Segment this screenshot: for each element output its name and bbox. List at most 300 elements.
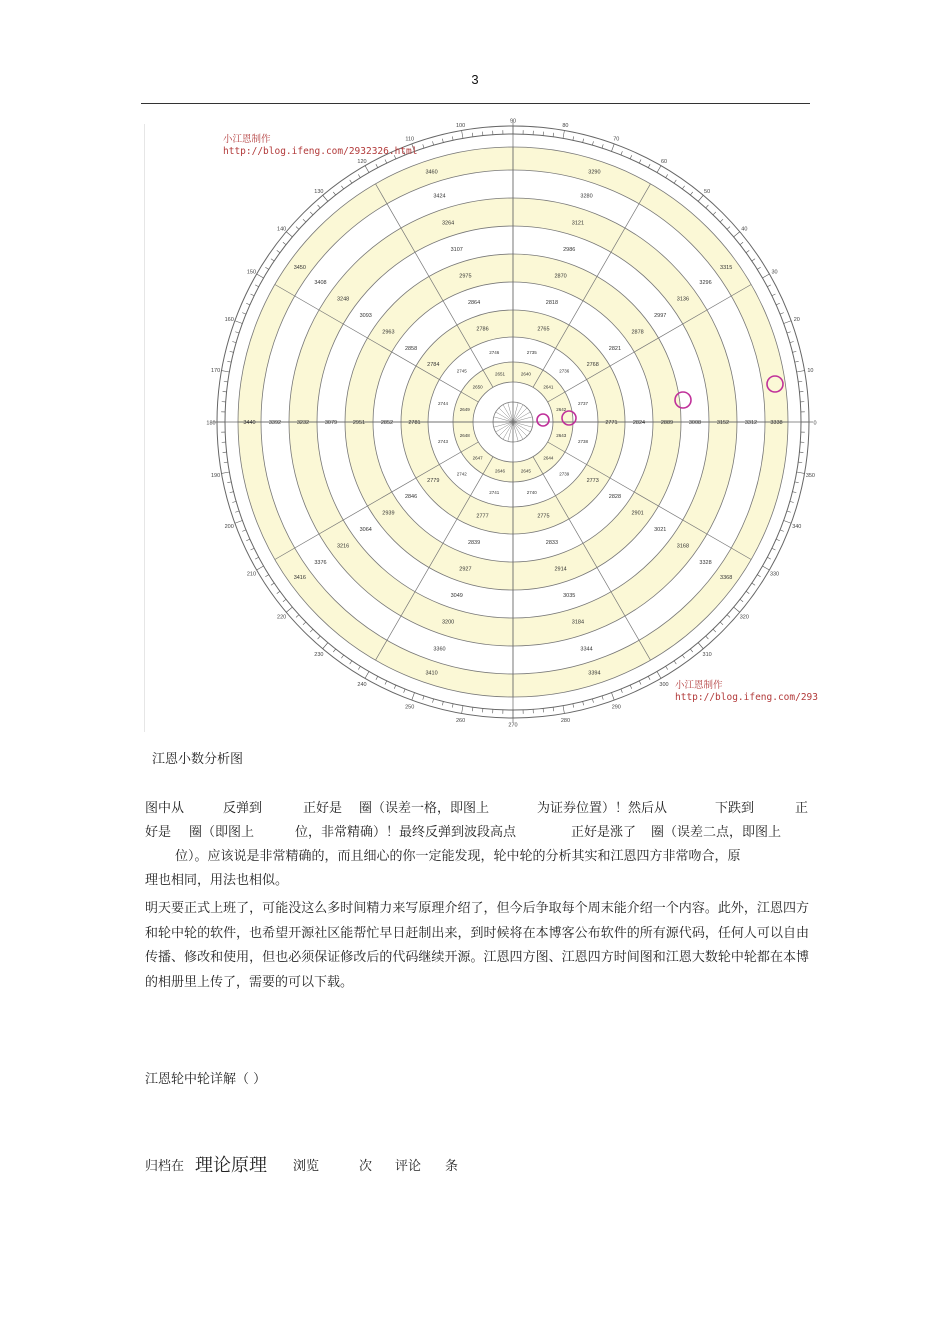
degree-label: 180 [206, 420, 216, 427]
degree-label: 70 [613, 136, 620, 143]
degree-label: 30 [771, 269, 778, 276]
ring-number: 3136 [676, 296, 690, 303]
scale-tick [772, 294, 776, 296]
degree-label: 250 [405, 704, 415, 711]
scale-tick [472, 707, 473, 711]
degree-label: 120 [357, 158, 367, 165]
ring-number: 3315 [720, 265, 733, 272]
ring-number: 2646 [495, 468, 506, 474]
text-segment: 圈（即图上 [189, 825, 255, 840]
scale-tick [404, 689, 405, 693]
ring-number: 3248 [336, 296, 350, 303]
scale-tick [350, 180, 352, 183]
ring-number: 3264 [441, 220, 455, 227]
scale-tick [333, 192, 335, 195]
text-segment: 正好是涨了 [571, 825, 637, 840]
scale-tick [246, 303, 250, 305]
scale-tick [310, 629, 313, 632]
ring-number: 2649 [459, 407, 470, 413]
closing-paragraph: 明天要正式上班了，可能没这么多时间精力来写原理介绍了，但今后争取每个周末能介绍一个内容。此外，江恩四方和轮中轮的软件，也希望开源社区能帮忙早日赶制出来，到时候将在本博客公布软件的所有源代码，任何人可以自由传播、修改和使用，但也必须保证修改后的代码继续开源。江恩四方图、江恩四方时间图和江恩大数轮中轮都在本博的相册里上传了，需要的可以下载。 [145, 901, 809, 990]
ring-number: 2858 [404, 345, 418, 352]
scale-tick [798, 462, 802, 463]
scale-tick [727, 615, 730, 618]
degree-label: 350 [805, 472, 816, 479]
degree-label: 20 [793, 317, 800, 324]
ring-number: 3184 [571, 619, 585, 626]
scale-tick [296, 615, 299, 618]
scale-tick [648, 164, 650, 168]
ring-number: 3232 [296, 420, 310, 426]
ring-number: 2746 [489, 349, 500, 355]
scale-tick [795, 482, 799, 483]
ring-number: 3107 [450, 246, 463, 253]
ring-number: 3035 [563, 593, 576, 600]
scale-tick [787, 332, 791, 333]
ring-number: 2852 [380, 420, 394, 426]
ring-number: 2741 [489, 490, 500, 496]
ring-number: 2870 [554, 273, 567, 280]
scale-tick [639, 160, 641, 164]
scale-tick [780, 530, 784, 531]
scale-tick [277, 250, 280, 252]
scale-tick [797, 472, 805, 473]
views-label: 浏览 [293, 1159, 320, 1174]
scale-tick [412, 693, 415, 701]
degree-label: 280 [560, 717, 571, 724]
ring-number: 3394 [588, 670, 601, 677]
scale-tick [230, 351, 234, 352]
scale-tick [602, 696, 603, 700]
ring-number: 2642 [556, 407, 567, 413]
degree-label: 10 [807, 368, 814, 375]
ring-number: 3376 [314, 559, 327, 566]
ring-number: 3290 [588, 169, 601, 176]
scale-tick [265, 267, 268, 269]
ring-number: 2846 [404, 494, 418, 501]
scale-tick [257, 274, 264, 278]
scale-tick [358, 174, 360, 177]
ring-number: 2779 [427, 477, 440, 484]
scale-tick [442, 701, 443, 705]
scale-tick [271, 583, 274, 585]
scale-tick [752, 583, 755, 585]
scale-tick [740, 599, 743, 601]
scale-tick [583, 701, 584, 705]
ring-number: 3424 [433, 193, 446, 200]
degree-label: 320 [739, 614, 749, 621]
degree-label: 130 [314, 189, 324, 196]
text-segment: 圈（误差二点，即图上 [651, 825, 782, 840]
watermark-url: http://blog.ifeng.com/2932326.html [223, 146, 418, 157]
scale-tick [666, 174, 668, 177]
ring-number: 2640 [520, 371, 531, 377]
scale-tick [255, 557, 259, 559]
scale-tick [583, 139, 584, 143]
ring-number: 2643 [556, 432, 567, 438]
scale-tick [612, 144, 615, 152]
scale-tick [232, 342, 236, 343]
degree-label: 150 [246, 269, 257, 276]
scale-tick [752, 259, 755, 261]
watermark-bottom [675, 680, 818, 704]
next-article-link[interactable]: 江恩轮中轮详解（ ） [145, 1072, 267, 1087]
archived-label: 归档在 [145, 1159, 185, 1174]
text-segment: 正 [795, 801, 809, 816]
ring-number: 2650 [472, 384, 483, 390]
scale-tick [690, 192, 692, 195]
scale-tick [740, 242, 743, 244]
scale-tick [303, 622, 306, 625]
watermark-name: 小江恩制作 [675, 680, 723, 691]
ring-number: 2745 [456, 368, 467, 374]
ring-number: 3280 [580, 193, 593, 200]
scale-tick [787, 511, 791, 512]
degree-label: 100 [455, 123, 466, 130]
watermark-top [223, 134, 417, 158]
ring-number: 2963 [382, 329, 395, 336]
scale-tick [553, 133, 554, 137]
scale-tick [242, 530, 246, 531]
ring-number: 2648 [459, 432, 470, 438]
scale-tick [277, 591, 280, 593]
scale-tick [776, 303, 780, 305]
degree-label: 340 [792, 523, 802, 530]
degree-label: 0 [813, 420, 817, 427]
degree-label: 110 [405, 136, 415, 143]
scale-tick [784, 321, 792, 324]
scale-tick [296, 227, 299, 230]
watermark-url: http://blog.ifeng.com/293 [675, 692, 818, 703]
ring-number: 3312 [744, 420, 758, 426]
scale-tick [776, 539, 780, 541]
ring-number: 2651 [495, 371, 506, 377]
ring-number: 2775 [537, 513, 550, 520]
scale-tick [592, 141, 593, 145]
scale-tick [798, 381, 802, 382]
scale-tick [674, 661, 676, 664]
degree-label: 310 [702, 651, 712, 658]
scale-tick [602, 144, 603, 148]
ring-number: 3416 [293, 574, 306, 581]
scale-tick [227, 361, 231, 362]
scale-tick [283, 599, 286, 601]
ring-number: 2647 [472, 455, 483, 461]
scale-tick [792, 492, 796, 493]
scale-tick [286, 607, 292, 612]
ring-number: 3200 [441, 619, 455, 626]
ring-number: 2737 [578, 401, 589, 407]
ring-number: 3460 [425, 169, 438, 176]
scale-tick [365, 166, 369, 173]
scale-tick [792, 351, 796, 352]
scale-tick [310, 212, 313, 215]
ring-number: 2997 [654, 313, 667, 320]
scale-tick [612, 693, 615, 701]
scale-tick [472, 133, 473, 137]
ring-number: 3360 [433, 646, 446, 653]
ring-number: 2768 [586, 362, 599, 369]
scale-tick [720, 622, 723, 625]
scale-tick [376, 676, 378, 680]
scale-tick [423, 144, 424, 148]
scale-tick [630, 155, 632, 159]
count-label: 条 [445, 1159, 459, 1174]
degree-label: 290 [611, 704, 621, 711]
text-segment: 下跌到 [715, 801, 755, 816]
scale-tick [762, 274, 769, 278]
scale-tick [674, 180, 676, 183]
scale-tick [423, 696, 424, 700]
scale-tick [235, 521, 243, 524]
scale-tick [358, 666, 360, 669]
ring-number: 2889 [660, 420, 674, 426]
ring-number: 2901 [631, 510, 644, 517]
degree-label: 260 [455, 717, 466, 724]
scale-tick [657, 671, 661, 678]
scale-tick [232, 501, 236, 502]
ring-number: 3328 [699, 559, 712, 566]
scale-tick [283, 242, 286, 244]
scale-tick [462, 130, 463, 138]
scale-tick [762, 566, 769, 570]
ring-number: 3338 [770, 420, 783, 426]
scale-tick [323, 643, 328, 649]
ring-number: 2786 [476, 326, 489, 333]
ring-number: 3296 [699, 280, 712, 287]
ring-number: 3168 [676, 543, 690, 550]
ring-number: 2738 [578, 438, 589, 444]
text-segment: 图中从 [145, 801, 185, 816]
scale-tick [797, 371, 805, 372]
ring-number: 2645 [520, 468, 531, 474]
ring-number: 3450 [293, 265, 306, 272]
ring-number: 2644 [543, 455, 554, 461]
watermark-name: 小江恩制作 [223, 134, 271, 145]
degree-label: 80 [562, 123, 569, 130]
ring-number: 2939 [382, 510, 395, 517]
scale-tick [573, 704, 574, 708]
ring-number: 2951 [352, 420, 366, 426]
scale-tick [621, 151, 622, 155]
scale-tick [563, 130, 564, 138]
scale-tick [746, 250, 749, 252]
scale-tick [698, 643, 703, 649]
scale-tick [452, 136, 453, 140]
scale-tick [257, 566, 264, 570]
figure-caption: 江恩小数分析图 [152, 752, 244, 767]
scale-tick [433, 699, 434, 703]
scale-tick [690, 649, 692, 652]
scale-tick [246, 539, 250, 541]
ring-number: 2975 [459, 273, 472, 280]
degree-label: 270 [508, 722, 518, 729]
scale-tick [666, 666, 668, 669]
text-segment: 反弹到 [223, 801, 263, 816]
ring-number: 3368 [720, 574, 733, 581]
scale-tick [385, 160, 387, 164]
degree-label: 50 [704, 189, 711, 196]
scale-tick [563, 706, 564, 714]
ring-number: 3216 [336, 543, 350, 550]
scale-tick [341, 186, 343, 189]
scale-tick [221, 472, 229, 473]
scale-tick [757, 575, 760, 577]
scale-tick [235, 321, 243, 324]
ring-number: 2739 [559, 471, 570, 477]
scale-tick [452, 704, 453, 708]
ring-number: 2742 [456, 471, 467, 477]
ring-number: 2828 [608, 494, 622, 501]
scale-tick [713, 629, 716, 632]
ring-number: 3410 [425, 670, 438, 677]
ring-number: 2914 [554, 566, 567, 573]
ring-number: 2773 [586, 477, 599, 484]
degree-label: 170 [210, 368, 221, 375]
scale-tick [376, 164, 378, 168]
scale-tick [621, 689, 622, 693]
degree-label: 240 [357, 682, 367, 689]
degree-label: 300 [659, 682, 669, 689]
scale-tick [727, 227, 730, 230]
scale-tick [318, 205, 321, 208]
scale-tick [242, 313, 246, 314]
scale-tick [757, 267, 760, 269]
times-label: 次 [359, 1159, 373, 1174]
page-number: 3 [471, 72, 479, 87]
scale-tick [303, 219, 306, 222]
text-segment: 位，非常精确）！最终反弹到波段高点 [295, 825, 517, 840]
text-segment: 为证券位置）！然后从 [537, 801, 668, 816]
ring-number: 2744 [437, 401, 448, 407]
scale-tick [772, 548, 776, 550]
ring-number: 2641 [543, 384, 554, 390]
scale-tick [265, 575, 268, 577]
scale-tick [442, 139, 443, 143]
scale-tick [746, 591, 749, 593]
scale-tick [698, 195, 703, 201]
scale-tick [341, 655, 343, 658]
scale-tick [795, 361, 799, 362]
degree-label: 160 [224, 317, 234, 324]
scale-tick [394, 685, 396, 689]
scale-tick [780, 313, 784, 314]
ring-number: 2927 [459, 566, 472, 573]
gann-wheel-figure [144, 118, 818, 732]
ring-number: 2777 [476, 513, 489, 520]
scale-tick [251, 294, 255, 296]
text-segment: 正好是 [303, 801, 343, 816]
ring-number: 2743 [437, 438, 448, 444]
degree-label: 210 [246, 571, 257, 578]
ring-number: 2833 [545, 539, 559, 546]
degree-label: 330 [769, 571, 780, 578]
degree-label: 60 [660, 158, 668, 165]
comments-label[interactable]: 评论 [395, 1159, 422, 1174]
scale-tick [350, 661, 352, 664]
degree-label: 40 [741, 226, 748, 233]
scale-tick [224, 462, 228, 463]
degree-label: 230 [314, 651, 324, 658]
scale-tick [385, 681, 387, 685]
ring-number: 3121 [571, 220, 585, 227]
scale-tick [648, 676, 650, 680]
scale-tick [784, 521, 792, 524]
ring-number: 3079 [324, 420, 338, 426]
scale-tick [271, 259, 274, 261]
scale-tick [286, 232, 292, 237]
scale-tick [592, 699, 593, 703]
ring-number: 2864 [467, 300, 481, 307]
category-link[interactable]: 理论原理 [195, 1155, 267, 1176]
scale-tick [227, 482, 231, 483]
scale-tick [713, 212, 716, 215]
scale-tick [230, 492, 234, 493]
scale-tick [734, 607, 740, 612]
wheel-in-wheel-chart [145, 118, 817, 732]
degree-label: 190 [210, 472, 221, 479]
scale-tick [706, 205, 709, 208]
scale-tick [433, 141, 434, 145]
scale-tick [682, 186, 684, 189]
scale-tick [790, 501, 794, 502]
scale-tick [767, 557, 771, 559]
degree-label: 220 [277, 614, 287, 621]
scale-tick [573, 136, 574, 140]
scale-tick [255, 285, 259, 287]
ring-number: 2824 [632, 420, 646, 426]
text-segment: 好是 [145, 825, 172, 840]
scale-tick [323, 195, 328, 201]
ring-number: 3344 [580, 646, 593, 653]
ring-number: 3392 [268, 420, 282, 426]
ring-number: 3440 [243, 420, 256, 426]
ring-number: 2740 [526, 490, 537, 496]
ring-number: 2878 [631, 329, 644, 336]
scale-tick [224, 381, 228, 382]
scale-tick [365, 671, 369, 678]
ring-number: 2736 [559, 368, 570, 374]
scale-tick [720, 219, 723, 222]
scale-tick [462, 706, 463, 714]
ring-number: 3049 [450, 593, 463, 600]
ring-number: 3152 [716, 420, 730, 426]
scale-tick [790, 342, 794, 343]
header-rule [141, 103, 810, 104]
scale-tick [734, 232, 740, 237]
ring-number: 2839 [467, 539, 481, 546]
scale-tick [318, 636, 321, 639]
ring-number: 3064 [359, 526, 372, 533]
degree-label: 90 [509, 118, 517, 125]
text-segment: 圈（误差一格，即图上 [359, 801, 490, 816]
ring-number: 2784 [427, 362, 440, 369]
ring-number: 2781 [408, 420, 421, 426]
ring-number: 3408 [314, 280, 327, 287]
scale-tick [657, 166, 661, 173]
text-segment: 位）。应该说是非常精确的，而且细心的你一定能发现，轮中轮的分析其实和江恩四方非常吻合，原 [175, 849, 741, 864]
scale-tick [235, 332, 239, 333]
ring-number: 2771 [605, 420, 618, 426]
ring-number: 2765 [537, 326, 550, 333]
scale-tick [706, 636, 709, 639]
scale-tick [682, 655, 684, 658]
scale-tick [251, 548, 255, 550]
degree-label: 140 [277, 226, 287, 233]
ring-number: 3093 [359, 313, 372, 320]
text-segment: 理也相同，用法也相似。 [145, 873, 289, 888]
ring-number: 2735 [526, 349, 537, 355]
ring-number: 3008 [688, 420, 702, 426]
